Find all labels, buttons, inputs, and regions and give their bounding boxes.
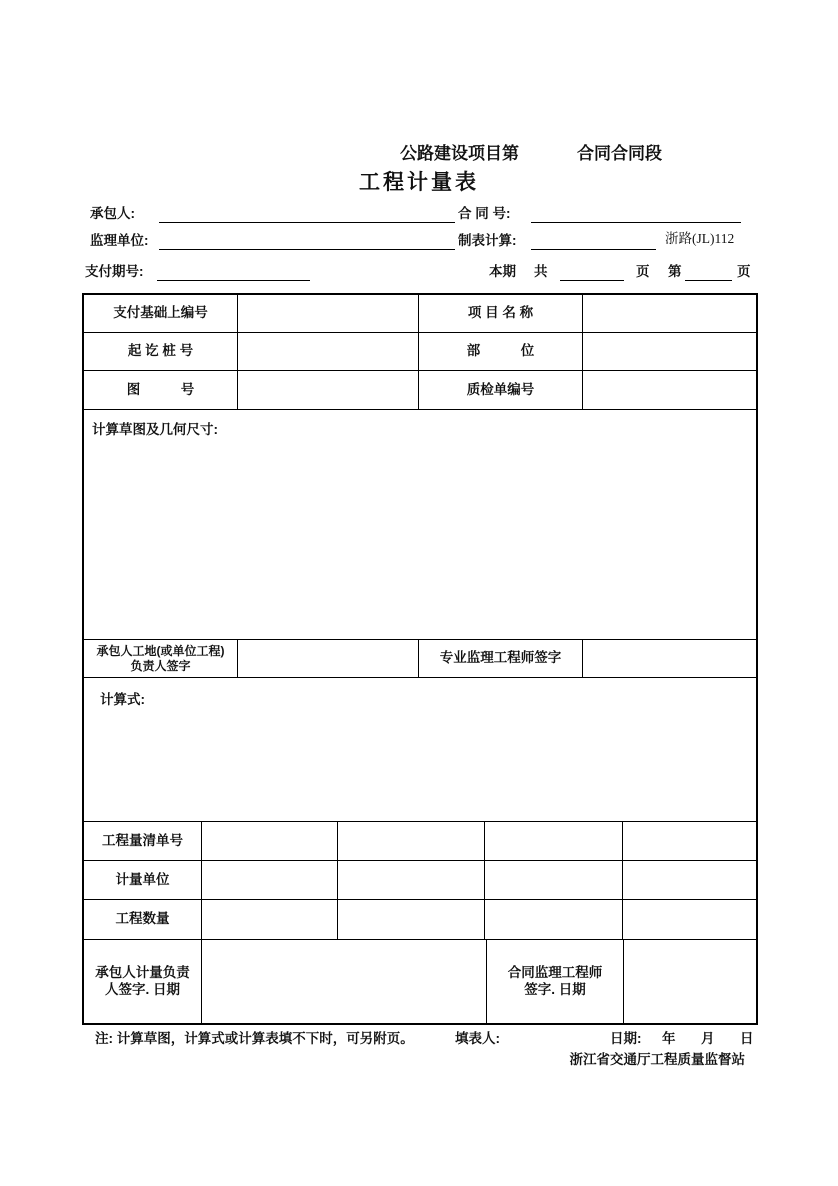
- page-title: 工程计量表: [359, 171, 479, 194]
- contractor-site-sign-cell: [238, 640, 419, 677]
- project-name-cell: [583, 295, 756, 332]
- work-quantity-cell-3: [485, 900, 623, 939]
- drawing-no-label: 图 号: [84, 371, 238, 409]
- payment-period-fill-line: [157, 279, 310, 281]
- project-header-left: 公路建设项目第: [400, 144, 519, 163]
- table-row: [84, 822, 756, 861]
- bottom-signature-row: [84, 940, 756, 1023]
- issuing-org: 浙江省交通厅工程质量监督站: [569, 1052, 745, 1067]
- payment-basis-no-label: 支付基础上编号: [84, 295, 238, 332]
- boq-item-no-cell-4: [623, 822, 756, 860]
- supervising-engineer-sign-cell: [583, 640, 756, 677]
- work-quantity-label: 工程数量: [84, 900, 202, 939]
- pages-unit2: 页: [737, 264, 751, 279]
- contract-supervisor-sign-label: 合同监理工程师 签字. 日期: [487, 940, 624, 1023]
- work-quantity-cell-1: [202, 900, 338, 939]
- this-period-label: 本期: [489, 264, 516, 279]
- payment-basis-no-cell: [238, 295, 419, 332]
- work-quantity-cell-2: [338, 900, 485, 939]
- total-pages-fill-line: [560, 279, 624, 281]
- page-no-fill-line: [685, 279, 732, 281]
- measure-unit-cell-1: [202, 861, 338, 899]
- sketch-area-label: 计算草图及几何尺寸:: [92, 422, 218, 437]
- boq-item-no-cell-3: [485, 822, 623, 860]
- date-label: 日期:: [610, 1031, 642, 1046]
- supervisor-fill-line: [159, 248, 455, 250]
- measure-unit-label: 计量单位: [84, 861, 202, 899]
- work-quantity-cell-4: [623, 900, 756, 939]
- station-range-cell: [238, 333, 419, 370]
- formula-area-label: 计算式:: [100, 692, 145, 707]
- boq-item-no-cell-2: [338, 822, 485, 860]
- contractor-site-sign-label: 承包人工地(或单位工程) 负责人签字: [84, 640, 238, 677]
- supervisor-label: 监理单位:: [90, 233, 149, 248]
- signature-row: [84, 640, 756, 678]
- footer-note: 注: 计算草图，计算式或计算表填不下时，可另附页。: [95, 1031, 414, 1046]
- contractor-label: 承包人:: [90, 206, 135, 221]
- page-no-label: 第: [668, 264, 682, 279]
- inspection-sheet-no-cell: [583, 371, 756, 409]
- tabulation-label: 制表计算:: [458, 233, 517, 248]
- form-code: 浙路(JL)112: [665, 231, 735, 246]
- filler-label: 填表人:: [455, 1031, 500, 1046]
- part-cell: [583, 333, 756, 370]
- supervising-engineer-sign-label: 专业监理工程师签字: [419, 640, 583, 677]
- inspection-sheet-no-label: 质检单编号: [419, 371, 583, 409]
- contractor-measure-sign-cell: [202, 940, 487, 1023]
- contract-no-label: 合 同 号:: [458, 206, 511, 221]
- measure-unit-cell-2: [338, 861, 485, 899]
- payment-period-label: 支付期号:: [85, 264, 144, 279]
- table-row: [84, 333, 756, 371]
- table-row: [84, 295, 756, 333]
- boq-item-no-cell-1: [202, 822, 338, 860]
- formula-area: [84, 678, 756, 822]
- measure-unit-cell-3: [485, 861, 623, 899]
- contractor-fill-line: [159, 221, 455, 223]
- project-header-line: [400, 139, 662, 164]
- table-row: [84, 371, 756, 410]
- project-header-right: 合同合同段: [577, 144, 662, 163]
- total-pages-label: 共: [534, 264, 548, 279]
- contractor-measure-sign-label: 承包人计量负责 人签字. 日期: [84, 940, 202, 1023]
- table-row: [84, 900, 756, 940]
- date-units: 年 月 日: [662, 1031, 760, 1046]
- pages-unit1: 页: [636, 264, 650, 279]
- tabulation-fill-line: [531, 248, 656, 250]
- project-name-label: 项 目 名 称: [419, 295, 583, 332]
- contract-no-fill-line: [531, 221, 741, 223]
- part-label: 部 位: [419, 333, 583, 370]
- drawing-no-cell: [238, 371, 419, 409]
- table-row: [84, 861, 756, 900]
- sketch-area: [84, 410, 756, 640]
- boq-item-no-label: 工程量清单号: [84, 822, 202, 860]
- measure-unit-cell-4: [623, 861, 756, 899]
- contract-supervisor-sign-cell: [624, 940, 756, 1023]
- measurement-table: [82, 293, 758, 1025]
- station-range-label: 起 讫 桩 号: [84, 333, 238, 370]
